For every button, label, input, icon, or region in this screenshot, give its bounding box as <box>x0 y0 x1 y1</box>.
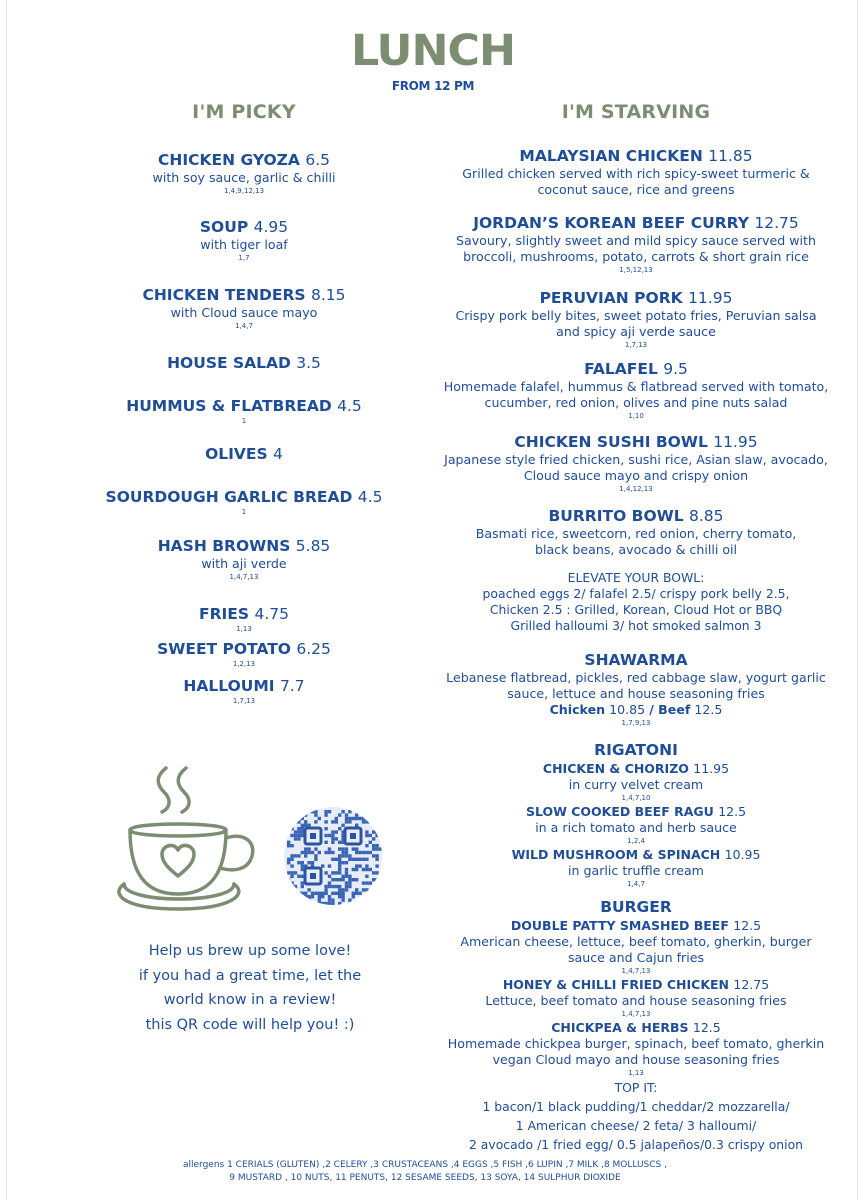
item-description-line: Cloud sauce mayo and crispy onion <box>523 468 749 483</box>
menu-item-shawarma <box>420 650 852 728</box>
sub-item-description: in garlic truffle cream <box>568 863 704 878</box>
item-price: 3.5 <box>296 354 321 372</box>
sub-item-description-line: Lettuce, beef tomato and house seasoning fries <box>485 993 787 1008</box>
item-name: HUMMUS & FLATBREAD <box>126 397 332 415</box>
sub-item-price: 10.95 <box>724 847 761 862</box>
item-price: 9.5 <box>663 360 688 378</box>
sub-item-price: 12.5 <box>733 918 762 933</box>
callout-line: if you had a great time, let the <box>138 967 362 984</box>
allergen-legend <box>100 1159 750 1185</box>
item-allergens: 1,13 <box>236 625 252 633</box>
menu-item <box>44 444 444 464</box>
menu-item <box>44 285 444 331</box>
elevate-line: ELEVATE YOUR BOWL: <box>567 570 705 585</box>
allergen-legend-line: allergens 1 CERIALS (GLUTEN) ,2 CELERY ,3 CRUSTACEANS ,4 EGGS ,5 FISH ,6 LUPIN ,7 MILK ,8 MOLLUSCS , <box>182 1160 667 1170</box>
item-description-line: Crispy pork belly bites, sweet potato fries, Peruvian salsa <box>455 308 817 323</box>
sub-item-allergens: 1,4,7,13 <box>621 1010 651 1018</box>
menu-item <box>420 288 852 350</box>
item-price: 4.95 <box>253 218 289 236</box>
item-allergens: 1,4,12,13 <box>619 485 653 493</box>
item-price: 6.5 <box>305 151 330 169</box>
sub-item-description: in a rich tomato and herb sauce <box>535 820 737 835</box>
sub-item-description-line: Homemade chickpea burger, spinach, beef tomato, gherkin <box>447 1036 825 1051</box>
item-name: CHICKEN SUSHI BOWL <box>514 433 708 451</box>
right-column-heading: I'M STARVING <box>561 101 711 123</box>
item-name: FALAFEL <box>584 360 658 378</box>
item-price: 11.95 <box>713 433 758 451</box>
item-allergens: 1,7 <box>238 254 250 262</box>
item-description: with Cloud sauce mayo <box>170 305 318 320</box>
menu-item <box>420 146 852 198</box>
sub-item-allergens: 1,2,4 <box>627 837 645 845</box>
item-description-line: and spicy aji verde sauce <box>556 324 716 339</box>
sub-item-allergens: 1,13 <box>628 1069 644 1077</box>
item-allergens: 1 <box>241 508 247 516</box>
callout-line: world know in a review! <box>163 992 337 1008</box>
menu-section-burger <box>420 897 852 1154</box>
menu-item <box>44 396 444 426</box>
sub-item-name: CHICKPEA & HERBS <box>551 1020 689 1035</box>
section-name: RIGATONI <box>594 741 678 759</box>
item-name: BURRITO BOWL <box>548 507 684 525</box>
item-allergens: 1,10 <box>628 412 644 420</box>
item-name: SOUP <box>199 218 249 236</box>
menu-item <box>44 353 444 373</box>
sub-item-name: SLOW COOKED BEEF RAGU <box>525 804 714 819</box>
menu-item <box>420 432 852 494</box>
item-price: 4.75 <box>254 605 289 623</box>
option-price: 12.5 <box>694 702 723 717</box>
item-allergens: 1,7,13 <box>232 697 256 705</box>
item-description-line: broccoli, mushrooms, potato, carrots & short grain rice <box>463 249 809 264</box>
item-name: SOURDOUGH GARLIC BREAD <box>105 488 353 506</box>
menu-item <box>44 217 444 263</box>
callout-line: this QR code will help you! :) <box>145 1016 355 1033</box>
option-label: / Beef <box>649 702 691 717</box>
item-price: 7.7 <box>279 677 305 695</box>
page-title: LUNCH <box>350 26 516 76</box>
item-name: SWEET POTATO <box>157 640 291 658</box>
top-it-line: 2 avocado /1 fried egg/ 0.5 jalapeños/0.3 crispy onion <box>468 1137 804 1152</box>
item-description: with aji verde <box>201 556 287 571</box>
menu-item <box>420 213 852 275</box>
item-description-line: Japanese style fried chicken, sushi rice, Asian slaw, avocado, <box>444 452 828 467</box>
sub-item-allergens: 1,4,7,13 <box>621 967 651 975</box>
item-description-line: Lebanese flatbread, pickles, red cabbage slaw, yogurt garlic <box>446 670 826 685</box>
menu-item <box>44 604 444 634</box>
elevate-your-bowl <box>420 570 852 634</box>
sub-item-name: HONEY & CHILLI FRIED CHICKEN <box>502 977 730 992</box>
left-column-heading: I'M PICKY <box>192 101 296 123</box>
menu-item <box>44 676 444 706</box>
item-description-line: black beans, avocado & chilli oil <box>534 542 738 557</box>
item-name: PERUVIAN PORK <box>539 289 683 307</box>
item-description-line: Grilled chicken served with rich spicy-sweet turmeric & <box>462 166 810 181</box>
menu-item <box>420 506 852 558</box>
elevate-line: Grilled halloumi 3/ hot smoked salmon 3 <box>510 618 762 633</box>
item-name: FRIES <box>199 605 250 623</box>
sub-item-name: WILD MUSHROOM & SPINACH <box>511 847 721 862</box>
section-name: BURGER <box>600 898 672 916</box>
sub-item-description: in curry velvet cream <box>568 777 704 792</box>
elevate-line: Chicken 2.5 : Grilled, Korean, Cloud Hot or BBQ <box>489 602 783 617</box>
top-it-line: TOP IT: <box>614 1080 658 1095</box>
item-allergens: 1,7,13 <box>624 341 648 349</box>
item-description-line: Basmati rice, sweetcorn, red onion, cherry tomato, <box>475 526 797 541</box>
item-description-line: cucumber, red onion, olives and pine nuts salad <box>484 395 788 410</box>
item-price: 11.95 <box>688 289 733 307</box>
item-price: 4 <box>273 445 283 463</box>
item-allergens: 1,4,7,13 <box>229 573 259 581</box>
sub-item-name: CHICKEN & CHORIZO <box>542 761 689 776</box>
sub-item-price: 12.5 <box>692 1020 721 1035</box>
item-description-line: Savoury, slightly sweet and mild spicy sauce served with <box>456 233 816 248</box>
sub-item-price: 12.75 <box>733 977 770 992</box>
item-allergens: 1,5,12,13 <box>619 266 653 274</box>
item-price: 12.75 <box>754 214 799 232</box>
item-name: OLIVES <box>205 445 268 463</box>
menu-item <box>44 639 444 669</box>
option-label: Chicken <box>549 702 606 717</box>
menu-item <box>44 150 444 196</box>
sub-item-description-line: sauce and Cajun fries <box>567 950 705 965</box>
sub-item-name: DOUBLE PATTY SMASHED BEEF <box>510 918 729 933</box>
item-name: JORDAN’S KOREAN BEEF CURRY <box>473 214 749 232</box>
page-subtitle: FROM 12 PM <box>391 79 475 93</box>
item-price: 8.85 <box>689 507 724 525</box>
menu-section-rigatoni <box>420 740 852 889</box>
qr-code-icon[interactable] <box>283 806 383 906</box>
callout-line: Help us brew up some love! <box>148 943 352 959</box>
sub-item-description-line: American cheese, lettuce, beef tomato, gherkin, burger <box>460 934 812 949</box>
item-description: with tiger loaf <box>200 237 288 252</box>
item-name: HOUSE SALAD <box>167 354 291 372</box>
item-description-line: sauce, lettuce and house seasoning fries <box>507 686 765 701</box>
item-description-line: coconut sauce, rice and greens <box>537 182 735 197</box>
top-it-line: 1 American cheese/ 2 feta/ 3 halloumi/ <box>515 1118 757 1133</box>
item-price: 4.5 <box>337 397 362 415</box>
item-name: HASH BROWNS <box>157 537 291 555</box>
review-callout <box>110 939 390 1037</box>
item-price: 4.5 <box>357 488 383 506</box>
elevate-line: poached eggs 2/ falafel 2.5/ crispy pork belly 2.5, <box>482 586 790 601</box>
sub-item-description-line: vegan Cloud mayo and house seasoning fries <box>492 1052 780 1067</box>
item-price: 5.85 <box>295 537 331 555</box>
item-allergens: 1,4,9,12,13 <box>223 187 265 195</box>
menu-item <box>420 359 852 421</box>
item-name: HALLOUMI <box>183 677 275 695</box>
sub-item-price: 12.5 <box>718 804 747 819</box>
item-description-line: Homemade falafel, hummus & flatbread served with tomato, <box>443 379 829 394</box>
item-price: 11.85 <box>708 147 753 165</box>
item-allergens: 1,2,13 <box>232 660 256 668</box>
coffee-cup-icon <box>116 764 258 914</box>
top-it-line: 1 bacon/1 black pudding/1 cheddar/2 mozzarella/ <box>482 1099 790 1114</box>
item-description: with soy sauce, garlic & chilli <box>152 170 336 185</box>
item-name: MALAYSIAN CHICKEN <box>519 147 703 165</box>
item-allergens: 1,7,9,13 <box>621 719 651 727</box>
sub-item-price: 11.95 <box>693 761 730 776</box>
sub-item-allergens: 1,4,7,10 <box>621 794 651 802</box>
item-allergens: 1 <box>241 417 247 425</box>
menu-item <box>44 487 444 517</box>
allergen-legend-line: 9 MUSTARD , 10 NUTS, 11 PENUTS, 12 SESAME SEEDS, 13 SOYA, 14 SULPHUR DIOXIDE <box>229 1173 621 1183</box>
option-price: 10.85 <box>609 702 646 717</box>
item-name: CHICKEN TENDERS <box>142 286 306 304</box>
item-price: 8.15 <box>311 286 346 304</box>
item-allergens: 1,4,7 <box>235 322 253 330</box>
item-name: CHICKEN GYOZA <box>158 151 300 169</box>
menu-item <box>44 536 444 582</box>
item-name: SHAWARMA <box>584 651 688 669</box>
item-price: 6.25 <box>296 640 331 658</box>
sub-item-allergens: 1,4,7 <box>627 880 645 888</box>
